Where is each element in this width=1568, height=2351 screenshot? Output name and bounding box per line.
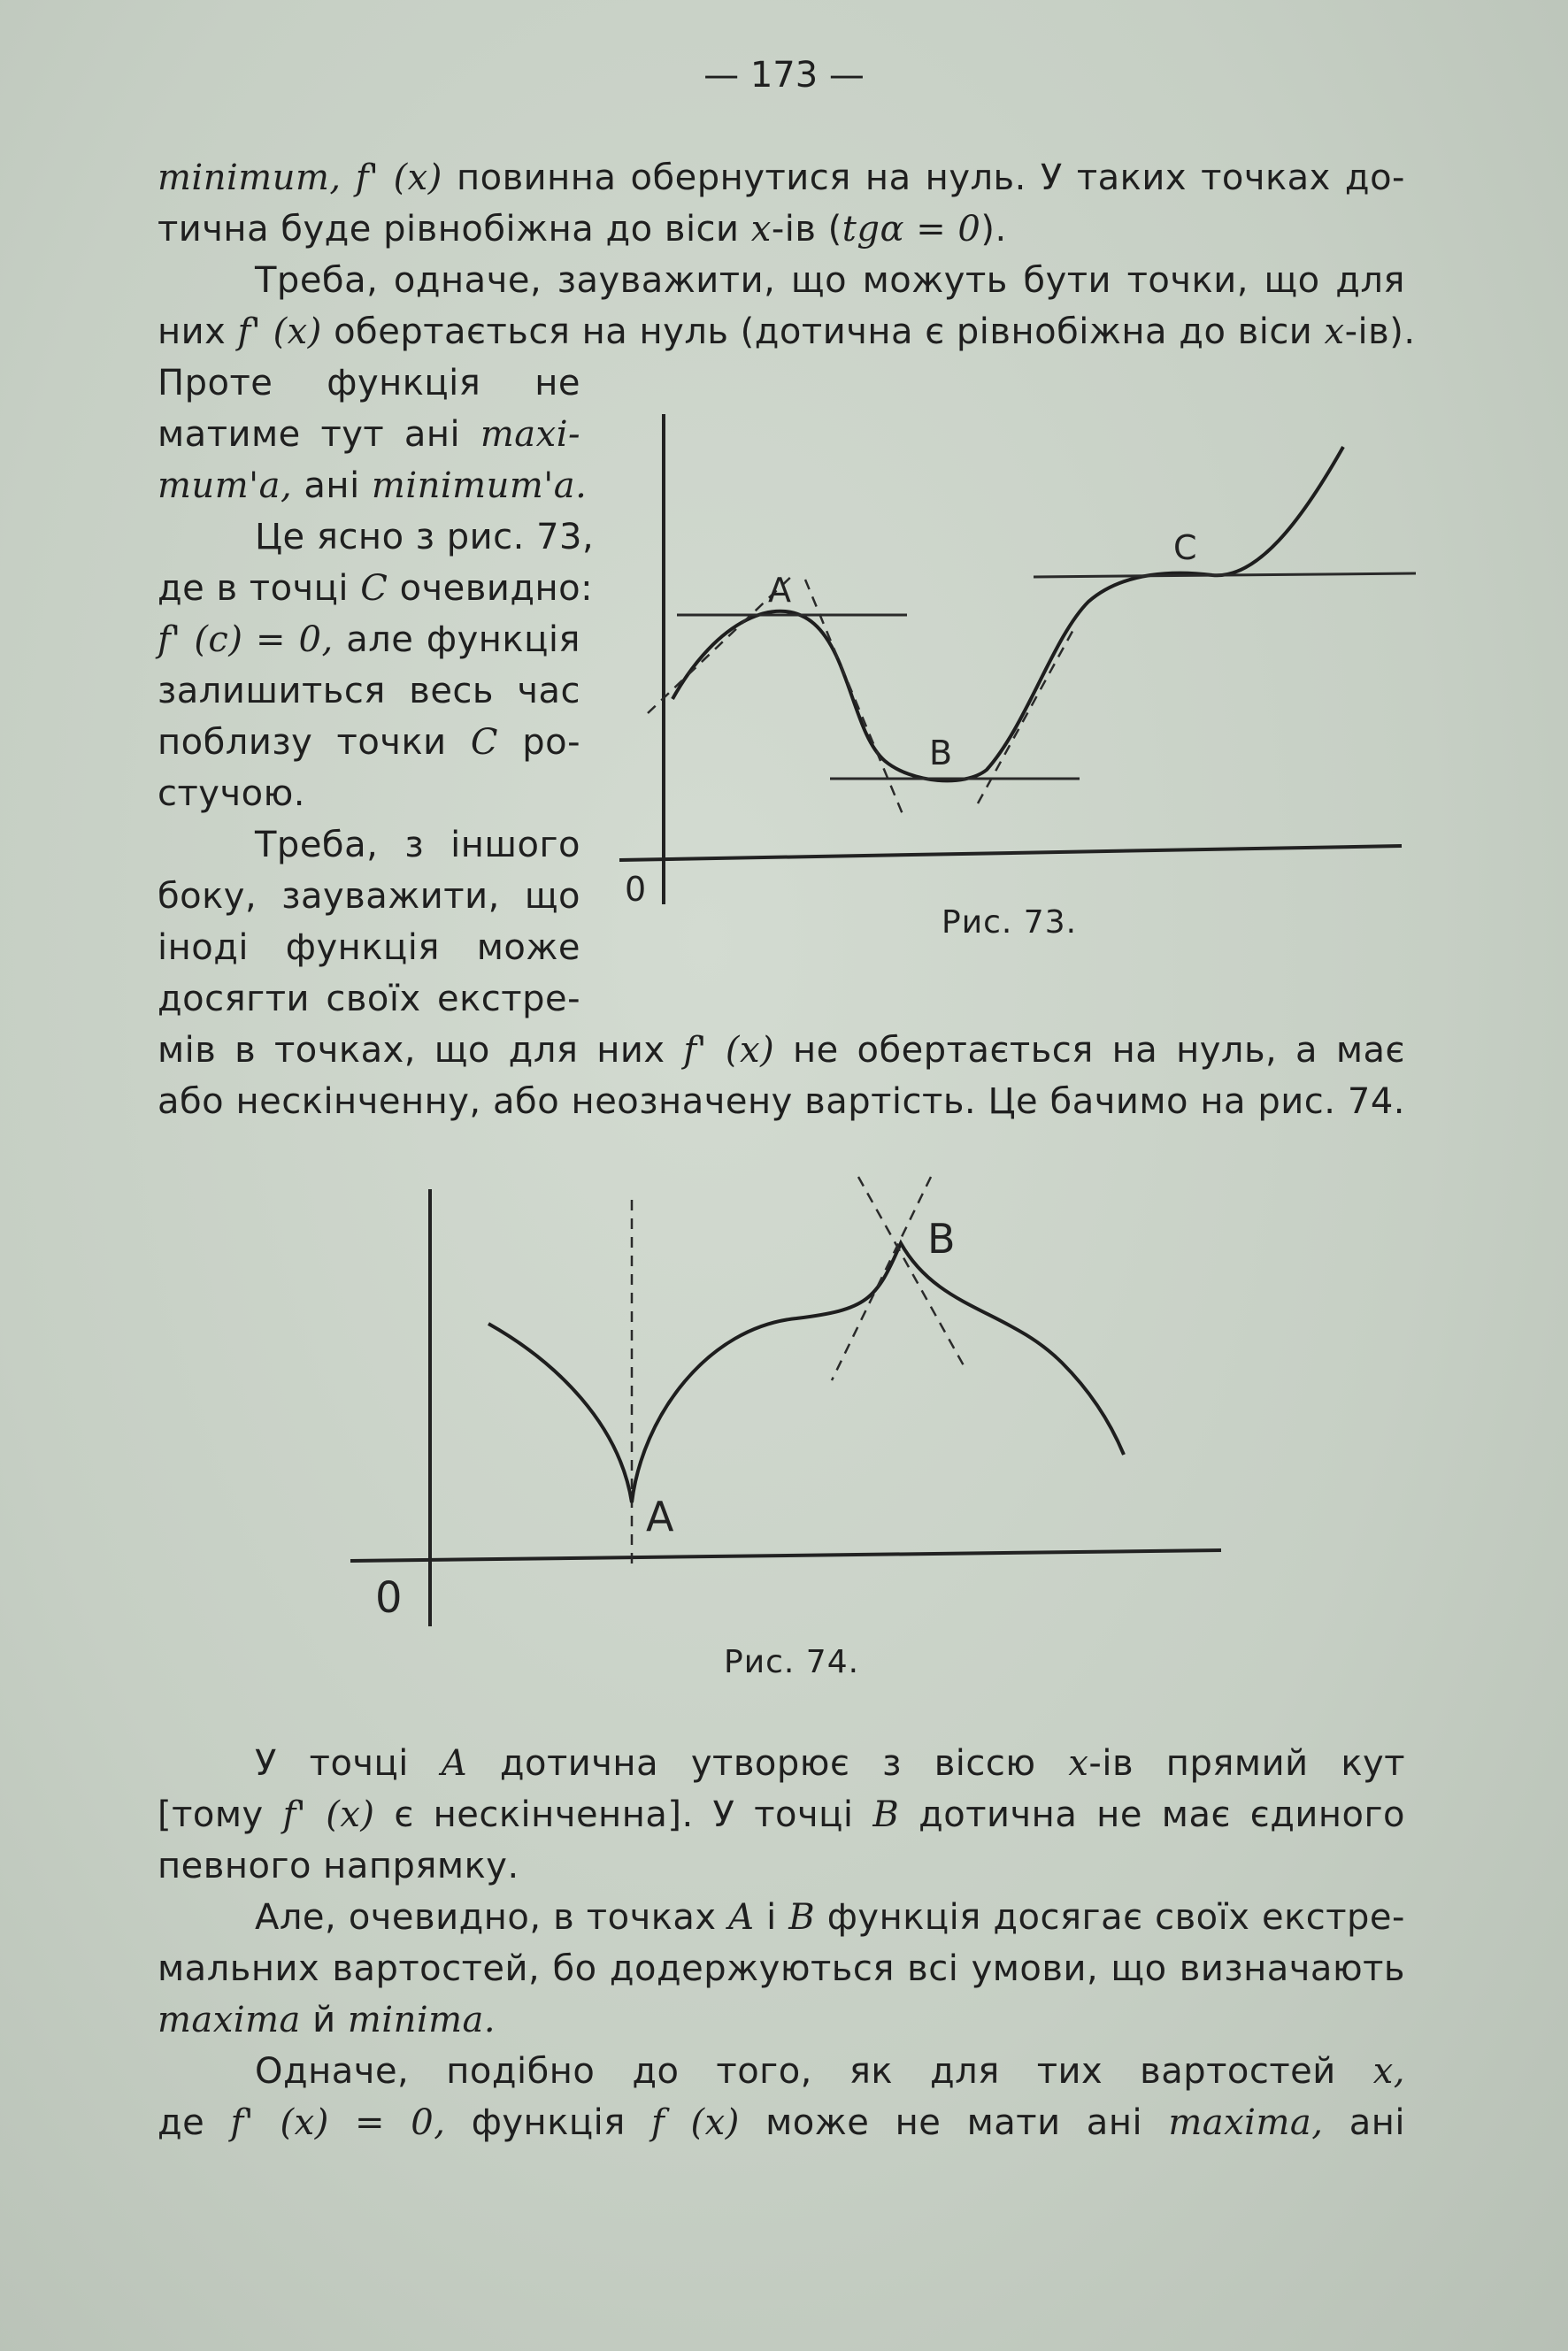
p2-side-1: Проте функція не [158, 363, 580, 403]
term-maxima: maxima [158, 2000, 301, 2040]
p3-side-1: Це ясно з рис. 73, [255, 517, 595, 557]
term-maxima: maxima, [1168, 2102, 1324, 2143]
p6-line-3 [158, 1994, 1405, 2046]
text: де [158, 2102, 205, 2143]
fig73-label-a: A [768, 571, 791, 610]
point-c: C [470, 722, 498, 763]
text: них [158, 311, 227, 352]
text: функція досягає своїх екстре- [826, 1897, 1405, 1938]
text: -ів прямий кут [1088, 1743, 1405, 1784]
fig74-origin: 0 [375, 1573, 403, 1623]
text: матиме тут ані [158, 414, 461, 455]
p7-line-2 [158, 2097, 1405, 2148]
p3-side-2 [158, 563, 594, 614]
text: й [312, 2000, 336, 2040]
point-b: B [788, 1897, 816, 1938]
fig73-label-c: C [1173, 528, 1197, 567]
p3-side-6: стучою. [158, 773, 305, 814]
text: очевидно: [399, 568, 594, 609]
fig74-caption: Рис. 74. [724, 1644, 860, 1680]
fig74-label-a: A [646, 1493, 674, 1540]
text: функція [471, 2102, 626, 2143]
p5-line-3: певного напрямку. [158, 1846, 519, 1886]
formula-fprime-x: f' (x) [237, 311, 322, 352]
p5-line-1 [255, 1738, 1405, 1789]
p4-side-1: Треба, з іншого [255, 825, 580, 865]
p5-line-2 [158, 1789, 1405, 1840]
fig74-curve [488, 1243, 1124, 1502]
term-minimum: minimum'a. [371, 465, 588, 506]
fig73-caption: Рис. 73. [942, 904, 1078, 941]
var-x: x [1324, 311, 1345, 352]
page-number: — 173 — [703, 55, 865, 96]
p7-line-1 [255, 2046, 1405, 2097]
fig73-secant-right [805, 580, 903, 814]
fig74-label-b: B [927, 1215, 956, 1263]
text: де в точці [158, 568, 350, 609]
text: може не мати ані [765, 2102, 1143, 2143]
p3-side-4: залишиться весь час [158, 671, 580, 711]
text: і [766, 1897, 777, 1938]
text: обертається на нуль (дотична є рівнобіжна до віси [334, 311, 1313, 352]
term-minimum: minimum, [158, 158, 342, 198]
fig73-secant-left [648, 573, 795, 713]
formula-tg-alpha: tgα = 0 [842, 209, 981, 250]
formula-fprime-x: f' (x) [355, 158, 442, 198]
text: поблизу точки [158, 722, 447, 763]
term-minima: minima. [347, 2000, 496, 2040]
text: дотична не має єдиного [919, 1794, 1405, 1835]
fig73-label-b: B [929, 734, 953, 772]
var-x: x, [1372, 2051, 1406, 2092]
text: але функція [346, 619, 580, 660]
text: Але, очевидно, в точках [255, 1897, 717, 1938]
text: не обертається на нуль, а має [792, 1030, 1405, 1071]
fig73-secant-rising [978, 626, 1075, 803]
term-maximum: mum'a, [158, 465, 293, 506]
p4-side-2: боку, зауважити, що [158, 876, 580, 917]
formula-fprime-x: f' (x) [282, 1794, 375, 1835]
text: є нескінченна]. У точці [394, 1794, 854, 1835]
point-c: C [360, 568, 388, 609]
formula-fprime-c: f' (c) = 0, [158, 619, 334, 660]
point-b: B [872, 1794, 900, 1835]
fig73-x-axis [619, 846, 1402, 860]
p4-line-1 [158, 1025, 1405, 1076]
fig74-x-axis [350, 1550, 1221, 1561]
text: тична буде рівнобіжна до віси [158, 209, 740, 250]
p1-line-2 [158, 204, 1405, 255]
var-x: x [750, 209, 772, 250]
formula-fprime-x: f' (x) [683, 1030, 775, 1071]
text: [тому [158, 1794, 264, 1835]
text: дотична утворює з віссю [499, 1743, 1036, 1784]
p2-line-1: Треба, одначе, зауважити, що можуть бути точки, що для [255, 260, 1405, 301]
p3-side-3 [158, 614, 580, 665]
p1-line-1 [158, 152, 1405, 204]
point-a: A [728, 1897, 755, 1938]
point-a: A [441, 1743, 468, 1784]
text: У точці [255, 1743, 409, 1784]
fig73-origin: 0 [625, 870, 647, 909]
text: Одначе, подібно до того, як для тих вартостей [255, 2051, 1336, 2092]
formula-fprime-x-zero: f' (x) = 0, [230, 2102, 446, 2143]
p3-side-5 [158, 717, 580, 768]
text: -ів ( [771, 209, 842, 250]
text: повинна обернутися на нуль. У таких точках до- [456, 158, 1405, 198]
var-x: x [1068, 1743, 1089, 1784]
term-maximum: maxi- [480, 414, 581, 455]
p2-side-2 [158, 409, 580, 460]
p6-line-2: мальних вартостей, бо додержуються всі умови, що визначають [158, 1948, 1405, 1989]
p4-side-4: досягти своїх екстре- [158, 979, 580, 1019]
fig73-tangent-c [1034, 573, 1416, 577]
text: ані [1349, 2102, 1405, 2143]
text: ). [980, 209, 1007, 250]
text: ані [304, 465, 360, 506]
text: мів в точках, що для них [158, 1030, 665, 1071]
p4-side-3: іноді функція може [158, 927, 580, 968]
fig73-curve [673, 447, 1343, 780]
text: ро- [522, 722, 581, 763]
p4-line-2: або нескінченну, або неозначену вартість. Це бачимо на рис. 74. [158, 1081, 1405, 1122]
fig74-tangent-b-left [832, 1177, 931, 1380]
p6-line-1 [255, 1892, 1405, 1943]
text: -ів). [1344, 311, 1416, 352]
p2-line-2 [158, 306, 1416, 357]
fig74-tangent-b-right [858, 1177, 965, 1367]
formula-f-x: f (x) [651, 2102, 740, 2143]
p2-side-3 [158, 460, 588, 511]
